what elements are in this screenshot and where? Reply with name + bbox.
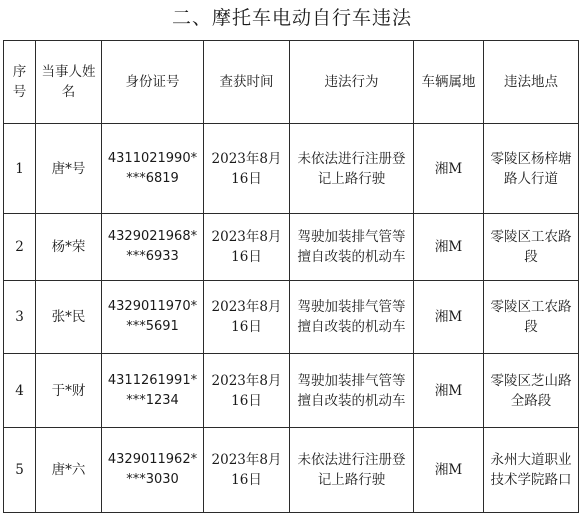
cell-time: 2023年8月16日 bbox=[204, 354, 290, 428]
cell-place: 零陵区工农路段 bbox=[484, 281, 579, 354]
cell-vehicle: 湘M bbox=[414, 124, 484, 214]
cell-seq: 2 bbox=[4, 214, 36, 281]
table-row bbox=[4, 354, 579, 428]
cell-vehicle: 湘M bbox=[414, 214, 484, 281]
cell-seq: 4 bbox=[4, 354, 36, 428]
cell-place: 零陵区杨梓塘路人行道 bbox=[484, 124, 579, 214]
cell-seq: 3 bbox=[4, 281, 36, 354]
cell-seq: 5 bbox=[4, 428, 36, 513]
cell-vehicle: 湘M bbox=[414, 428, 484, 513]
cell-id: 4329011962****3030 bbox=[102, 428, 204, 513]
header-person: 当事人姓名 bbox=[36, 41, 102, 124]
table-row bbox=[4, 214, 579, 281]
cell-act: 驾驶加装排气管等擅自改装的机动车 bbox=[290, 354, 414, 428]
cell-time: 2023年8月16日 bbox=[204, 281, 290, 354]
table-row bbox=[4, 428, 579, 513]
cell-person: 杨*荣 bbox=[36, 214, 102, 281]
header-time: 查获时间 bbox=[204, 41, 290, 124]
cell-time: 2023年8月16日 bbox=[204, 124, 290, 214]
cell-act: 未依法进行注册登记上路行驶 bbox=[290, 124, 414, 214]
cell-time: 2023年8月16日 bbox=[204, 214, 290, 281]
cell-id: 4311021990****6819 bbox=[102, 124, 204, 214]
cell-time: 2023年8月16日 bbox=[204, 428, 290, 513]
cell-vehicle: 湘M bbox=[414, 354, 484, 428]
cell-act: 驾驶加装排气管等擅自改装的机动车 bbox=[290, 214, 414, 281]
cell-person: 张*民 bbox=[36, 281, 102, 354]
header-seq: 序号 bbox=[4, 41, 36, 124]
cell-place: 零陵区芝山路全路段 bbox=[484, 354, 579, 428]
table-row bbox=[4, 281, 579, 354]
cell-place: 永州大道职业技术学院路口 bbox=[484, 428, 579, 513]
header-vehicle: 车辆属地 bbox=[414, 41, 484, 124]
cell-person: 于*财 bbox=[36, 354, 102, 428]
table-header-row bbox=[4, 41, 579, 124]
cell-id: 4329011970****5691 bbox=[102, 281, 204, 354]
cell-person: 唐*六 bbox=[36, 428, 102, 513]
cell-place: 零陵区工农路段 bbox=[484, 214, 579, 281]
cell-person: 唐*号 bbox=[36, 124, 102, 214]
cell-id: 4311261991****1234 bbox=[102, 354, 204, 428]
header-act: 违法行为 bbox=[290, 41, 414, 124]
violations-table bbox=[3, 40, 579, 513]
cell-id: 4329021968****6933 bbox=[102, 214, 204, 281]
cell-seq: 1 bbox=[4, 124, 36, 214]
cell-vehicle: 湘M bbox=[414, 281, 484, 354]
table-row bbox=[4, 124, 579, 214]
header-place: 违法地点 bbox=[484, 41, 579, 124]
document-title: 二、摩托车电动自行车违法 bbox=[171, 7, 412, 29]
cell-act: 驾驶加装排气管等擅自改装的机动车 bbox=[290, 281, 414, 354]
header-id: 身份证号 bbox=[102, 41, 204, 124]
cell-act: 未依法进行注册登记上路行驶 bbox=[290, 428, 414, 513]
